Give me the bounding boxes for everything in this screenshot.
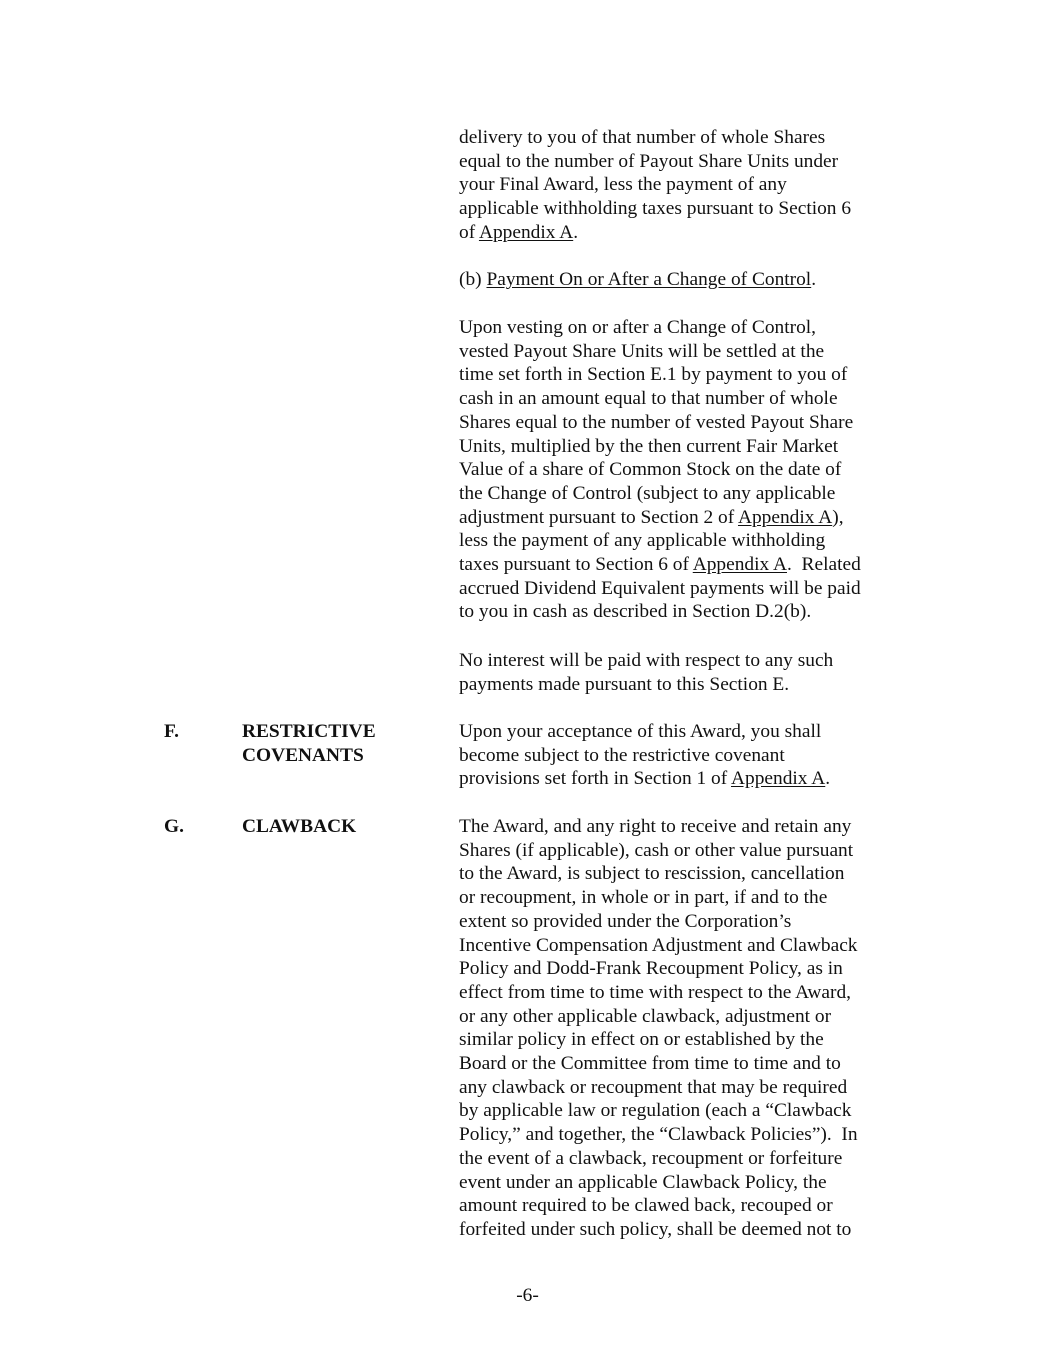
text-line: amount required to be clawed back, recouped or (459, 1195, 833, 1217)
text-line: provisions set forth in Section 1 of Appendix A. (459, 768, 831, 790)
text-line: to you in cash as described in Section D.2(b). (459, 601, 812, 623)
subheading-title: Payment On or After a Change of Control (486, 269, 812, 290)
text-line: vested Payout Share Units will be settled at the (459, 340, 825, 362)
paragraph-restrictive-covenants (459, 720, 899, 791)
text-line: accrued Dividend Equivalent payments will be paid (459, 577, 861, 599)
section-g-title: CLAWBACK (242, 816, 357, 837)
text-line: similar policy in effect on or established by the (459, 1029, 824, 1051)
text-line: equal to the number of Payout Share Units under (459, 150, 839, 172)
subheading-change-of-control: (b) Payment On or After a Change of Control. (459, 269, 817, 290)
text-line: Units, multiplied by the then current Fair Market (459, 435, 839, 457)
text-line: Policy and Dodd-Frank Recoupment Policy, as in (459, 958, 843, 980)
text-line: your Final Award, less the payment of any (459, 174, 787, 196)
section-f-letter: F. (164, 721, 179, 742)
text-line: forfeited under such policy, shall be deemed not to (459, 1218, 852, 1240)
text-line: Value of a share of Common Stock on the date of (459, 459, 842, 481)
text-line: adjustment pursuant to Section 2 of Appendix A), (459, 506, 844, 528)
paragraph-change-of-control-settlement (459, 316, 899, 624)
text-line: The Award, and any right to receive and retain any (459, 816, 852, 837)
text-line: to the Award, is subject to rescission, cancellation (459, 863, 845, 885)
text-line: event under an applicable Clawback Policy, the (459, 1171, 827, 1193)
text-line: the Change of Control (subject to any applicable (459, 482, 836, 504)
appendix-a-reference: Appendix A (737, 506, 833, 528)
text-line: Upon vesting on or after a Change of Control, (459, 317, 817, 338)
text-line: any clawback or recoupment that may be required (459, 1076, 848, 1098)
text-line: effect from time to time with respect to the Award, (459, 981, 852, 1003)
paragraph-clawback (459, 815, 899, 1242)
appendix-a-reference: Appendix A (731, 768, 826, 790)
text-line: or any other applicable clawback, adjustment or (459, 1005, 832, 1027)
text-line: Shares equal to the number of vested Payout Share (459, 411, 854, 433)
paragraph-no-interest (459, 649, 899, 696)
text-line: of Appendix A. (459, 221, 579, 243)
text-line: applicable withholding taxes pursuant to Section 6 (459, 198, 852, 220)
text-line: Policy,” and together, the “Clawback Policies”). In (459, 1124, 858, 1146)
text-line: or recoupment, in whole or in part, if and to the (459, 887, 828, 909)
text-line: No interest will be paid with respect to any such (459, 650, 834, 671)
text-line: time set forth in Section E.1 by payment to you of (459, 364, 848, 386)
text-line: the event of a clawback, recoupment or forfeiture (459, 1147, 843, 1169)
text-line: cash in an amount equal to that number of whole (459, 388, 838, 410)
text-line: Upon your acceptance of this Award, you shall (459, 721, 822, 742)
page-number: -6- (516, 1285, 539, 1306)
paragraph-payout-delivery (459, 126, 899, 245)
section-f-title: RESTRICTIVE COVENANTS (242, 721, 376, 766)
appendix-a-reference: Appendix A (692, 554, 787, 576)
text-line: extent so provided under the Corporation’s (459, 910, 792, 932)
section-g-letter: G. (164, 816, 184, 837)
text-line: by applicable law or regulation (each a “Clawback (459, 1100, 852, 1122)
text-line: become subject to the restrictive covenant (459, 744, 785, 766)
text-line: delivery to you of that number of whole Shares (459, 127, 826, 148)
text-line: less the payment of any applicable withholding (459, 530, 826, 552)
text-line: Board or the Committee from time to time and to (459, 1053, 841, 1075)
text-line: payments made pursuant to this Section E. (459, 673, 790, 695)
appendix-a-reference: Appendix A (478, 221, 574, 243)
text-line: Shares (if applicable), cash or other value pursuant (459, 839, 854, 861)
text-line: taxes pursuant to Section 6 of Appendix A. Related (459, 554, 861, 576)
text-line: Incentive Compensation Adjustment and Clawback (459, 934, 858, 956)
